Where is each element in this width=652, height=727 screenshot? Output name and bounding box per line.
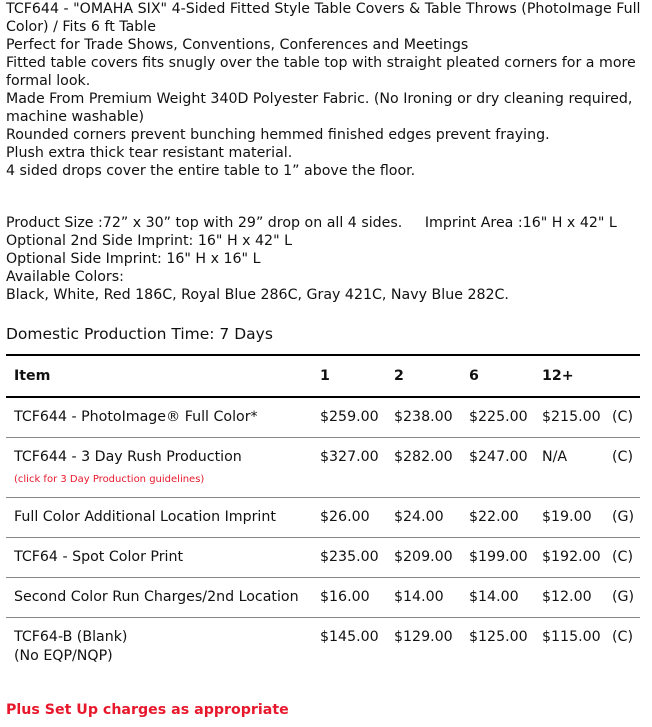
setup-charges-note: Plus Set Up charges as appropriate: [6, 702, 289, 718]
table-row: [6, 618, 640, 677]
price-qty-2: $24.00: [386, 498, 461, 538]
price-qty-2: $129.00: [394, 629, 453, 645]
header-qty-2: 2: [386, 355, 461, 397]
price-qty-1: $26.00: [312, 498, 386, 538]
item-cell: [6, 397, 312, 438]
price-qty-1: $235.00: [312, 538, 386, 578]
description-line: Made From Premium Weight 340D Polyester Fabric. (No Ironing or dry cleaning required, machine washable): [6, 91, 633, 125]
price-qty-6: $22.00: [461, 498, 534, 538]
price-qty-6: $125.00: [469, 629, 528, 645]
item-name: Second Color Run Charges/2nd Location: [14, 589, 299, 605]
price-qty-6: $14.00: [461, 578, 534, 618]
table-row: [6, 397, 640, 438]
item-name: TCF644 - 3 Day Rush Production: [14, 449, 242, 465]
price-qty-6: $247.00: [461, 438, 534, 498]
rush-guidelines-link[interactable]: (click for 3 Day Production guidelines): [14, 474, 205, 485]
production-time: Domestic Production Time: 7 Days: [6, 325, 273, 343]
price-code: (C): [604, 538, 640, 578]
description-line: 4 sided drops cover the entire table to 1” above the floor.: [6, 163, 416, 179]
item-cell: [6, 578, 312, 618]
item-name: TCF644 - PhotoImage® Full Color*: [14, 409, 258, 425]
price-code: (C): [612, 629, 633, 645]
item-name: Full Color Additional Location Imprint: [14, 509, 276, 525]
item-name: TCF64-B (Blank): [14, 629, 128, 645]
description-line: Perfect for Trade Shows, Conventions, Conferences and Meetings: [6, 37, 469, 53]
price-code: (C): [604, 438, 640, 498]
price-qty-1: $259.00: [312, 397, 386, 438]
description-line: Rounded corners prevent bunching hemmed finished edges prevent fraying.: [6, 127, 550, 143]
price-qty-12: $115.00: [542, 629, 601, 645]
price-qty-6: $225.00: [461, 397, 534, 438]
price-qty-2: $209.00: [386, 538, 461, 578]
price-qty-12: $192.00: [534, 538, 604, 578]
price-qty-12: $19.00: [534, 498, 604, 538]
price-qty-1: $16.00: [312, 578, 386, 618]
colors-list: Black, White, Red 186C, Royal Blue 286C, Gray 421C, Navy Blue 282C.: [6, 287, 509, 303]
header-qty-12: 12+: [534, 355, 604, 397]
colors-label: Available Colors:: [6, 269, 124, 285]
item-cell: [6, 498, 312, 538]
price-code: (G): [604, 498, 640, 538]
price-qty-12: N/A: [534, 438, 604, 498]
price-qty-2: $282.00: [386, 438, 461, 498]
table-row: [6, 538, 640, 578]
description-line: Fitted table covers fits snugly over the table top with straight pleated corners for a more formal look.: [6, 55, 636, 89]
pricing-table: [6, 354, 640, 676]
product-size: Product Size :72” x 30” top with 29” drop on all 4 sides.: [6, 215, 403, 231]
item-subnote: (No EQP/NQP): [14, 648, 113, 664]
header-code: [604, 355, 640, 397]
price-qty-1: $145.00: [320, 629, 379, 645]
item-cell: [6, 618, 312, 677]
header-item: Item: [6, 355, 312, 397]
item-cell: [6, 438, 312, 498]
spacer: [6, 180, 646, 214]
header-qty-1: 1: [312, 355, 386, 397]
table-row: [6, 578, 640, 618]
price-qty-12: $12.00: [534, 578, 604, 618]
description-line: TCF644 - "OMAHA SIX" 4-Sided Fitted Style Table Covers & Table Throws (PhotoImage Full Color) / Fits 6 ft Table: [6, 1, 641, 35]
price-qty-2: $238.00: [386, 397, 461, 438]
side-imprint: Optional Side Imprint: 16" H x 16" L: [6, 251, 261, 267]
price-code: (G): [604, 578, 640, 618]
second-side-imprint: Optional 2nd Side Imprint: 16" H x 42" L: [6, 233, 293, 249]
product-description: [6, 0, 646, 180]
table-row: [6, 498, 640, 538]
price-qty-12: $215.00: [534, 397, 604, 438]
item-cell: [6, 538, 312, 578]
header-qty-6: 6: [461, 355, 534, 397]
price-qty-6: $199.00: [461, 538, 534, 578]
table-row: [6, 438, 640, 498]
item-name: TCF64 - Spot Color Print: [14, 549, 184, 565]
description-line: Plush extra thick tear resistant material.: [6, 145, 293, 161]
table-header-row: [6, 355, 640, 397]
product-specs: [6, 214, 646, 304]
price-qty-1: $327.00: [312, 438, 386, 498]
imprint-area: Imprint Area :16" H x 42" L: [424, 215, 617, 231]
price-qty-2: $14.00: [386, 578, 461, 618]
size-line: [6, 214, 646, 232]
price-code: (C): [604, 397, 640, 438]
